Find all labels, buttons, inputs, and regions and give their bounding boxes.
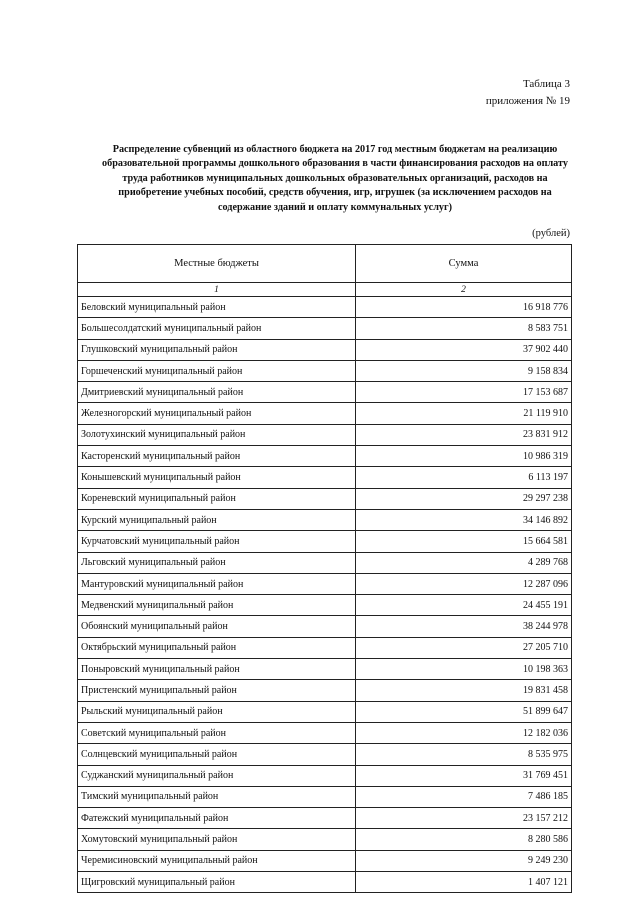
table-row <box>78 829 572 850</box>
budget-name-cell: Черемисиновский муниципальный район <box>78 850 356 871</box>
budget-name-cell: Рыльский муниципальный район <box>78 701 356 722</box>
column-header-sum: Сумма <box>356 245 572 283</box>
budget-sum-cell: 34 146 892 <box>356 509 572 530</box>
budget-sum-cell: 15 664 581 <box>356 531 572 552</box>
column-number-2: 2 <box>356 283 572 297</box>
budget-sum-cell: 10 986 319 <box>356 446 572 467</box>
column-number-row <box>78 283 572 297</box>
budget-name-cell: Курский муниципальный район <box>78 509 356 530</box>
table-row <box>78 616 572 637</box>
budget-sum-cell: 31 769 451 <box>356 765 572 786</box>
table-row <box>78 488 572 509</box>
budget-name-cell: Фатежский муниципальный район <box>78 808 356 829</box>
table-row <box>78 403 572 424</box>
budget-sum-cell: 10 198 363 <box>356 659 572 680</box>
budget-sum-cell: 27 205 710 <box>356 637 572 658</box>
budget-name-cell: Глушковский муниципальный район <box>78 339 356 360</box>
budget-name-cell: Советский муниципальный район <box>78 722 356 743</box>
budget-name-cell: Беловский муниципальный район <box>78 297 356 318</box>
table-header-row <box>78 245 572 283</box>
table-row <box>78 637 572 658</box>
document-title: Распределение субвенций из областного бюджета на 2017 год местным бюджетам на реализацию образовательной программы дошкольного образования в части финансирования расходов на оплату труда работников муниципальных дошкольных образовательных организаций, расходов на приобретение учебных пособий, средств обучения, игр, игрушек (за исключением расходов на содержание зданий и оплату коммунальных услуг) <box>102 144 568 213</box>
table-row <box>78 382 572 403</box>
budget-name-cell: Суджанский муниципальный район <box>78 765 356 786</box>
budget-name-cell: Поныровский муниципальный район <box>78 659 356 680</box>
budget-name-cell: Солнцевский муниципальный район <box>78 744 356 765</box>
budget-name-cell: Большесолдатский муниципальный район <box>78 318 356 339</box>
budget-name-cell: Касторенский муниципальный район <box>78 446 356 467</box>
table-body <box>78 297 572 893</box>
budget-name-cell: Железногорский муниципальный район <box>78 403 356 424</box>
budget-sum-cell: 4 289 768 <box>356 552 572 573</box>
annex-number: приложения № 19 <box>485 95 570 107</box>
budget-name-cell: Октябрьский муниципальный район <box>78 637 356 658</box>
table-row <box>78 872 572 893</box>
table-row <box>78 297 572 318</box>
budget-name-cell: Тимский муниципальный район <box>78 786 356 807</box>
table-row <box>78 573 572 594</box>
table-number: Таблица 3 <box>522 78 570 90</box>
budget-sum-cell: 12 182 036 <box>356 722 572 743</box>
budget-name-cell: Дмитриевский муниципальный район <box>78 382 356 403</box>
column-header-budgets: Местные бюджеты <box>78 245 356 283</box>
budget-sum-cell: 17 153 687 <box>356 382 572 403</box>
budget-sum-cell: 6 113 197 <box>356 467 572 488</box>
budget-name-cell: Горшеченский муниципальный район <box>78 360 356 381</box>
table-row <box>78 808 572 829</box>
budget-sum-cell: 37 902 440 <box>356 339 572 360</box>
budget-sum-cell: 51 899 647 <box>356 701 572 722</box>
table-row <box>78 595 572 616</box>
table-row <box>78 318 572 339</box>
budget-name-cell: Хомутовский муниципальный район <box>78 829 356 850</box>
table-row <box>78 680 572 701</box>
budget-sum-cell: 29 297 238 <box>356 488 572 509</box>
budget-name-cell: Курчатовский муниципальный район <box>78 531 356 552</box>
budget-name-cell: Кореневский муниципальный район <box>78 488 356 509</box>
table-row <box>78 552 572 573</box>
table-row <box>78 786 572 807</box>
budget-name-cell: Обоянский муниципальный район <box>78 616 356 637</box>
table-row <box>78 722 572 743</box>
budget-sum-cell: 16 918 776 <box>356 297 572 318</box>
budget-sum-cell: 12 287 096 <box>356 573 572 594</box>
budget-sum-cell: 9 249 230 <box>356 850 572 871</box>
budget-sum-cell: 8 583 751 <box>356 318 572 339</box>
table-row <box>78 659 572 680</box>
budget-name-cell: Мантуровский муниципальный район <box>78 573 356 594</box>
table-row <box>78 339 572 360</box>
budget-name-cell: Льговский муниципальный район <box>78 552 356 573</box>
document-header <box>486 76 570 110</box>
table-row <box>78 765 572 786</box>
table-row <box>78 424 572 445</box>
table-row <box>78 701 572 722</box>
table-row <box>78 446 572 467</box>
budget-sum-cell: 24 455 191 <box>356 595 572 616</box>
budget-sum-cell: 7 486 185 <box>356 786 572 807</box>
table-row <box>78 360 572 381</box>
table-row <box>78 509 572 530</box>
table-row <box>78 744 572 765</box>
budget-sum-cell: 8 280 586 <box>356 829 572 850</box>
table-row <box>78 531 572 552</box>
budget-name-cell: Медвенский муниципальный район <box>78 595 356 616</box>
budget-sum-cell: 9 158 834 <box>356 360 572 381</box>
budget-sum-cell: 21 119 910 <box>356 403 572 424</box>
column-number-1: 1 <box>78 283 356 297</box>
budget-sum-cell: 38 244 978 <box>356 616 572 637</box>
table-row <box>78 850 572 871</box>
budget-name-cell: Щигровский муниципальный район <box>78 872 356 893</box>
table-row <box>78 467 572 488</box>
budget-sum-cell: 23 157 212 <box>356 808 572 829</box>
unit-label: (рублей) <box>532 228 570 239</box>
budget-sum-cell: 1 407 121 <box>356 872 572 893</box>
budget-name-cell: Конышевский муниципальный район <box>78 467 356 488</box>
budget-sum-cell: 8 535 975 <box>356 744 572 765</box>
budget-sum-cell: 23 831 912 <box>356 424 572 445</box>
budget-sum-cell: 19 831 458 <box>356 680 572 701</box>
budget-name-cell: Золотухинский муниципальный район <box>78 424 356 445</box>
budget-table <box>77 244 572 893</box>
budget-name-cell: Пристенский муниципальный район <box>78 680 356 701</box>
